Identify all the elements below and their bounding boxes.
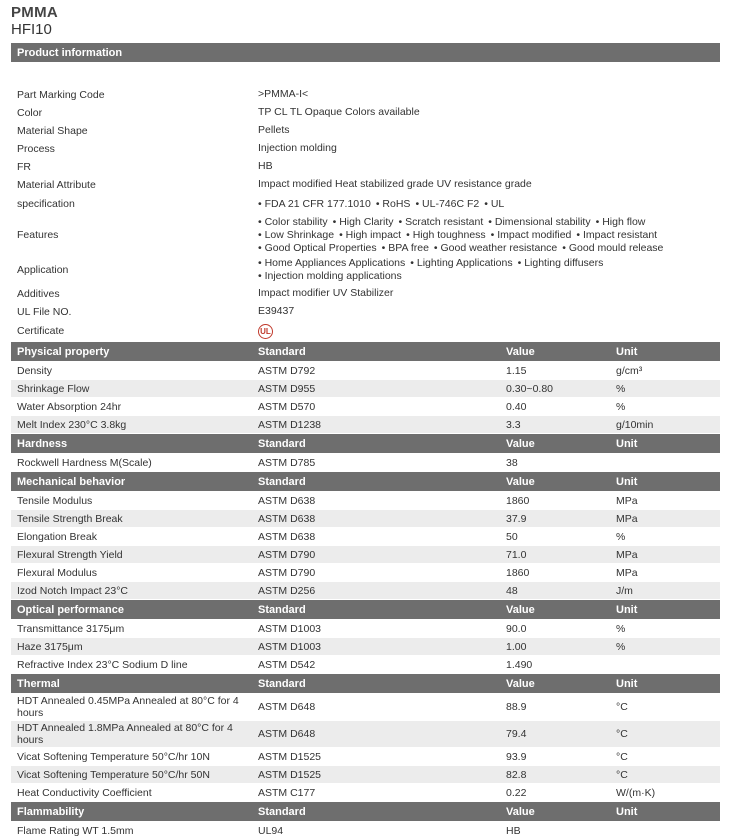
property-name: Tensile Strength Break xyxy=(17,512,123,525)
info-row xyxy=(11,285,720,302)
standard-cell: ASTM D638 xyxy=(258,512,316,525)
table-row xyxy=(11,694,720,720)
property-name: Transmittance 3175μm xyxy=(17,622,125,635)
unit-cell: g/10min xyxy=(616,418,654,431)
feature-item: • Good Optical Properties xyxy=(258,242,377,254)
value-cell: 3.3 xyxy=(506,418,521,431)
specification-row xyxy=(11,194,720,214)
grade-title: HFI10 xyxy=(11,21,52,38)
column-standard: Standard xyxy=(258,345,306,358)
property-name: HDT Annealed 0.45MPa Annealed at 80°C for 4 hours xyxy=(17,695,239,719)
column-unit: Unit xyxy=(616,603,638,616)
unit-cell: MPa xyxy=(616,566,638,579)
standard-cell: UL94 xyxy=(258,824,284,837)
application-item: • Lighting diffusers xyxy=(518,257,604,269)
section-title: Flammability xyxy=(17,805,85,818)
value-cell: 50 xyxy=(506,530,518,543)
column-unit: Unit xyxy=(616,437,638,450)
section-header-physical xyxy=(11,342,720,361)
value-cell: 1860 xyxy=(506,494,530,507)
section-title: Product information xyxy=(17,46,123,59)
standard-cell: ASTM D1238 xyxy=(258,418,322,431)
standard-cell: ASTM D570 xyxy=(258,400,316,413)
spec-item: • UL-746C F2 xyxy=(415,198,479,210)
info-value: TP CL TL Opaque Colors available xyxy=(258,106,420,118)
info-row xyxy=(11,104,720,121)
standard-cell: ASTM D792 xyxy=(258,364,316,377)
ul-certification-icon: UL xyxy=(258,324,273,339)
standard-cell: ASTM D1525 xyxy=(258,750,322,763)
column-standard: Standard xyxy=(258,603,306,616)
section-title: Optical performance xyxy=(17,603,124,616)
info-row xyxy=(11,303,720,320)
info-row xyxy=(11,122,720,139)
value-cell: 1.490 xyxy=(506,658,533,671)
property-name: Refractive Index 23°C Sodium D line xyxy=(17,658,188,671)
feature-item: • Good mould release xyxy=(562,242,663,254)
info-label: Certificate xyxy=(17,325,65,337)
standard-cell: ASTM D790 xyxy=(258,548,316,561)
standard-cell: ASTM C177 xyxy=(258,786,316,799)
standard-cell: ASTM D648 xyxy=(258,701,316,713)
value-cell: 93.9 xyxy=(506,750,527,763)
unit-cell: MPa xyxy=(616,548,638,561)
property-name: Flame Rating WT 1.5mm xyxy=(17,824,134,837)
value-cell: 0.30~0.80 xyxy=(506,382,554,395)
column-unit: Unit xyxy=(616,805,638,818)
features-list xyxy=(252,216,720,255)
section-title: Thermal xyxy=(17,677,60,690)
value-cell: HB xyxy=(506,824,521,837)
table-row xyxy=(11,510,720,527)
table-row xyxy=(11,398,720,415)
standard-cell: ASTM D256 xyxy=(258,584,316,597)
specification-list xyxy=(252,198,720,211)
standard-cell: ASTM D785 xyxy=(258,456,316,469)
unit-cell: % xyxy=(616,640,626,653)
value-cell: 1860 xyxy=(506,566,530,579)
application-row xyxy=(11,256,720,284)
table-row xyxy=(11,362,720,379)
unit-cell: % xyxy=(616,382,626,395)
unit-cell: °C xyxy=(616,701,628,713)
value-cell: 88.9 xyxy=(506,701,527,713)
unit-cell: °C xyxy=(616,768,628,781)
info-value: Injection molding xyxy=(258,142,337,154)
property-name: Vicat Softening Temperature 50°C/hr 10N xyxy=(17,750,210,763)
feature-item: • Impact modified xyxy=(491,229,572,241)
value-cell: 48 xyxy=(506,584,518,597)
column-standard: Standard xyxy=(258,475,306,488)
table-row xyxy=(11,416,720,433)
value-cell: 1.15 xyxy=(506,364,527,377)
section-title: Physical property xyxy=(17,345,110,358)
section-header-product xyxy=(11,43,720,62)
table-row xyxy=(11,528,720,545)
value-cell: 90.0 xyxy=(506,622,527,635)
feature-item: • Scratch resistant xyxy=(398,216,483,228)
info-value: Pellets xyxy=(258,124,290,136)
application-item: • Lighting Applications xyxy=(410,257,512,269)
value-cell: 37.9 xyxy=(506,512,527,525)
column-standard: Standard xyxy=(258,677,306,690)
info-row xyxy=(11,158,720,175)
feature-item: • Dimensional stability xyxy=(488,216,590,228)
info-label: Color xyxy=(17,106,43,119)
standard-cell: ASTM D1525 xyxy=(258,768,322,781)
column-value: Value xyxy=(506,475,535,488)
property-name: Izod Notch Impact 23°C xyxy=(17,584,128,597)
info-label: Material Shape xyxy=(17,124,88,137)
feature-item: • BPA free xyxy=(382,242,429,254)
section-title: Mechanical behavior xyxy=(17,475,126,488)
section-header-thermal xyxy=(11,674,720,693)
unit-cell: % xyxy=(616,400,626,413)
features-row xyxy=(11,215,720,255)
info-label: Part Marking Code xyxy=(17,88,105,101)
value-cell: 0.22 xyxy=(506,786,527,799)
application-item: • Home Appliances Applications xyxy=(258,257,405,269)
info-row xyxy=(11,86,720,103)
info-label: FR xyxy=(17,160,31,173)
unit-cell: °C xyxy=(616,728,628,740)
value-cell: 1.00 xyxy=(506,640,527,653)
value-cell: 79.4 xyxy=(506,728,527,740)
standard-cell: ASTM D1003 xyxy=(258,640,322,653)
table-row xyxy=(11,822,720,839)
standard-cell: ASTM D648 xyxy=(258,728,316,740)
application-item: • Injection molding applications xyxy=(258,270,402,282)
info-value: HB xyxy=(258,160,273,172)
property-name: Density xyxy=(17,364,53,377)
spacer xyxy=(11,63,720,86)
property-name: Flexural Modulus xyxy=(17,566,97,579)
unit-cell: % xyxy=(616,530,626,543)
section-header-mechanical xyxy=(11,472,720,491)
table-row xyxy=(11,620,720,637)
feature-item: • High flow xyxy=(596,216,646,228)
column-unit: Unit xyxy=(616,345,638,358)
unit-cell: W/(m·K) xyxy=(616,786,656,799)
info-label: Additives xyxy=(17,287,60,300)
column-value: Value xyxy=(506,603,535,616)
column-value: Value xyxy=(506,345,535,358)
table-row xyxy=(11,766,720,783)
unit-cell: MPa xyxy=(616,512,638,525)
spec-item: • UL xyxy=(484,198,504,210)
value-cell: 0.40 xyxy=(506,400,527,413)
table-row xyxy=(11,492,720,509)
property-name: Heat Conductivity Coefficient xyxy=(17,786,152,799)
unit-cell: MPa xyxy=(616,494,638,507)
info-value: E39437 xyxy=(258,305,295,317)
table-row xyxy=(11,546,720,563)
table-row xyxy=(11,638,720,655)
feature-item: • High impact xyxy=(339,229,401,241)
property-name: Shrinkage Flow xyxy=(17,382,90,395)
standard-cell: ASTM D638 xyxy=(258,530,316,543)
column-unit: Unit xyxy=(616,677,638,690)
standard-cell: ASTM D790 xyxy=(258,566,316,579)
unit-cell: g/cm³ xyxy=(616,364,643,377)
table-row xyxy=(11,454,720,471)
standard-cell: ASTM D1003 xyxy=(258,622,322,635)
column-value: Value xyxy=(506,437,535,450)
feature-item: • Impact resistant xyxy=(576,229,657,241)
material-title: PMMA xyxy=(11,4,59,21)
table-row xyxy=(11,656,720,673)
table-row xyxy=(11,380,720,397)
column-standard: Standard xyxy=(258,805,306,818)
standard-cell: ASTM D542 xyxy=(258,658,316,671)
section-header-flammability xyxy=(11,802,720,821)
info-label: Application xyxy=(17,264,69,276)
table-row xyxy=(11,564,720,581)
property-name: Water Absorption 24hr xyxy=(17,400,122,413)
property-name: Tensile Modulus xyxy=(17,494,93,507)
value-cell: 38 xyxy=(506,456,518,469)
unit-cell: °C xyxy=(616,750,628,763)
info-label: Process xyxy=(17,142,55,155)
table-row xyxy=(11,721,720,747)
certificate-row xyxy=(11,321,720,341)
feature-item: • High Clarity xyxy=(333,216,394,228)
column-standard: Standard xyxy=(258,437,306,450)
table-row xyxy=(11,748,720,765)
value-cell: 71.0 xyxy=(506,548,527,561)
section-header-hardness xyxy=(11,434,720,453)
property-name: Flexural Strength Yield xyxy=(17,548,123,561)
spec-item: • FDA 21 CFR 177.1010 xyxy=(258,198,371,210)
info-label: specification xyxy=(17,198,75,210)
info-label: UL File NO. xyxy=(17,305,72,318)
property-name: Vicat Softening Temperature 50°C/hr 50N xyxy=(17,768,210,781)
column-unit: Unit xyxy=(616,475,638,488)
info-value: Impact modifier UV Stabilizer xyxy=(258,287,394,299)
datasheet xyxy=(11,43,720,840)
info-value: Impact modified Heat stabilized grade UV resistance grade xyxy=(258,178,532,190)
info-row xyxy=(11,140,720,157)
column-value: Value xyxy=(506,677,535,690)
section-header-optical xyxy=(11,600,720,619)
feature-item: • Low Shrinkage xyxy=(258,229,334,241)
feature-item: • Color stability xyxy=(258,216,328,228)
standard-cell: ASTM D955 xyxy=(258,382,316,395)
table-row xyxy=(11,582,720,599)
property-name: HDT Annealed 1.8MPa Annealed at 80°C for 4 hours xyxy=(17,722,233,746)
column-value: Value xyxy=(506,805,535,818)
unit-cell: % xyxy=(616,622,626,635)
info-value: >PMMA-I< xyxy=(258,88,309,100)
application-list xyxy=(252,257,720,283)
standard-cell: ASTM D638 xyxy=(258,494,316,507)
property-name: Melt Index 230°C 3.8kg xyxy=(17,418,127,431)
property-name: Elongation Break xyxy=(17,530,97,543)
feature-item: • Good weather resistance xyxy=(434,242,557,254)
info-row xyxy=(11,176,720,193)
value-cell: 82.8 xyxy=(506,768,527,781)
section-title: Hardness xyxy=(17,437,68,450)
unit-cell: J/m xyxy=(616,584,633,597)
info-label: Material Attribute xyxy=(17,178,96,191)
property-name: Haze 3175μm xyxy=(17,640,83,653)
table-row xyxy=(11,784,720,801)
property-name: Rockwell Hardness M(Scale) xyxy=(17,456,152,469)
feature-item: • High toughness xyxy=(406,229,486,241)
info-label: Features xyxy=(17,229,59,241)
spec-item: • RoHS xyxy=(376,198,411,210)
